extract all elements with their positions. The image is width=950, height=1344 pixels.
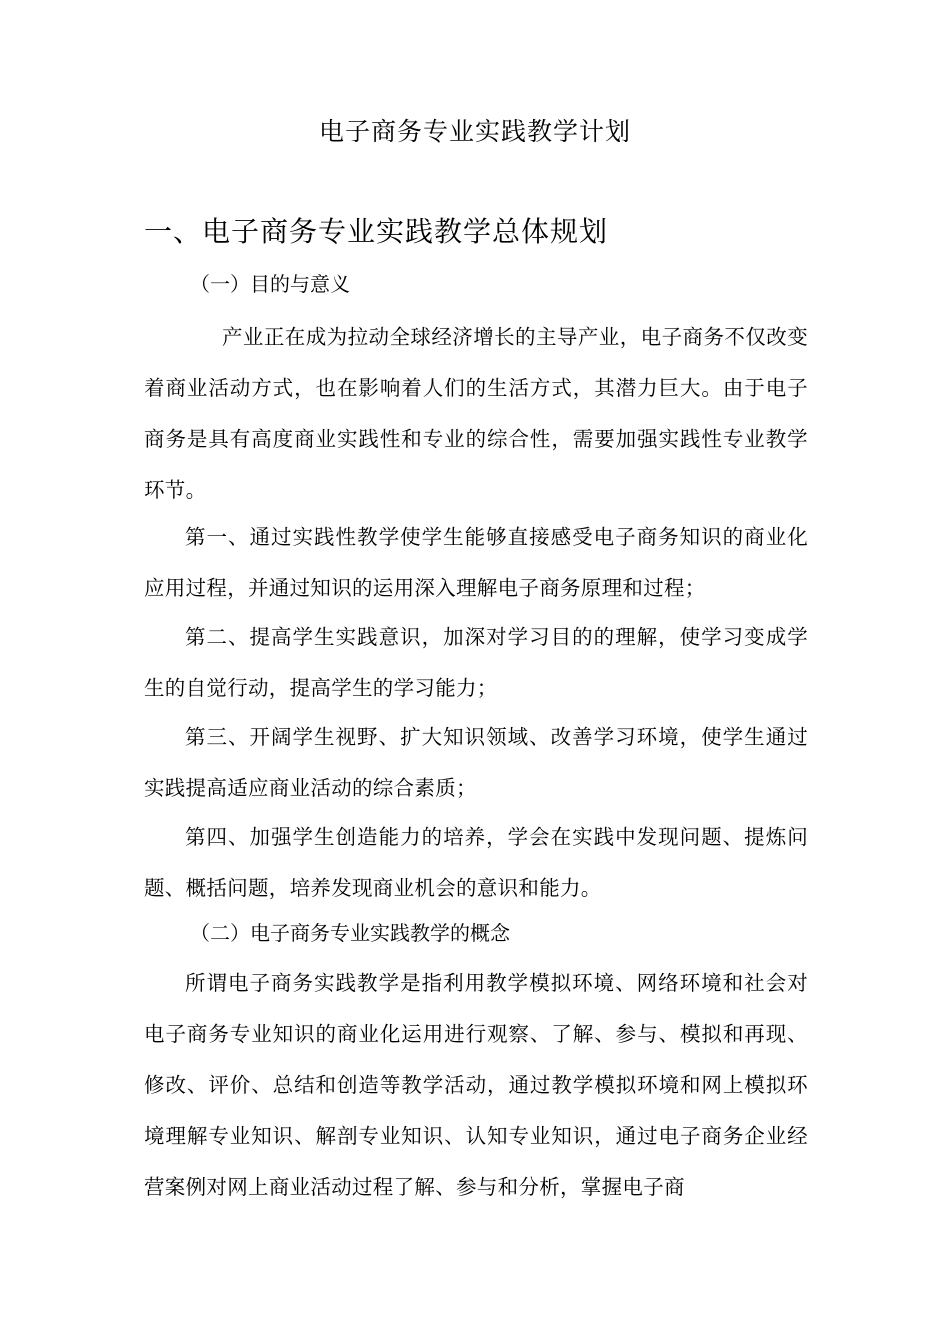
- subsection-heading-concept: （二）电子商务专业实践教学的概念: [190, 921, 510, 945]
- document-title: 电子商务专业实践教学计划: [318, 117, 631, 146]
- paragraph-concept: 所谓电子商务实践教学是指利用教学模拟环境、网络环境和社会对电子商务专业知识的商业化运用进行观察、了解、参与、模拟和再现、修改、评价、总结和创造等教学活动，通过教学模拟环境和网上模拟环境理解专业知识、解剖专业知识、认知专业知识，通过电子商务企业经营案例对网上商业活动过程了解、参与和分析，掌握电子商: [144, 971, 808, 1199]
- paragraph-point-1: 第一、通过实践性教学使学生能够直接感受电子商务知识的商业化应用过程，并通过知识的运用深入理解电子商务原理和过程；: [144, 525, 808, 600]
- paragraph-intro: 产业正在成为拉动全球经济增长的主导产业，电子商务不仅改变着商业活动方式，也在影响着人们的生活方式，其潜力巨大。由于电子商务是具有高度商业实践性和专业的综合性，需要加强实践性专业教学环节。: [144, 325, 808, 502]
- section-heading-1: 一、电子商务专业实践教学总体规划: [144, 215, 609, 248]
- paragraph-point-2: 第二、提高学生实践意识，加深对学习目的的理解，使学习变成学生的自觉行动，提高学生的学习能力；: [144, 625, 808, 700]
- paragraph-point-4: 第四、加强学生创造能力的培养，学会在实践中发现问题、提炼问题、概括问题，培养发现商业机会的意识和能力。: [144, 825, 808, 900]
- subsection-heading-purpose: （一）目的与意义: [190, 272, 350, 296]
- paragraph-point-3: 第三、开阔学生视野、扩大知识领域、改善学习环境，使学生通过实践提高适应商业活动的综合素质；: [144, 725, 808, 800]
